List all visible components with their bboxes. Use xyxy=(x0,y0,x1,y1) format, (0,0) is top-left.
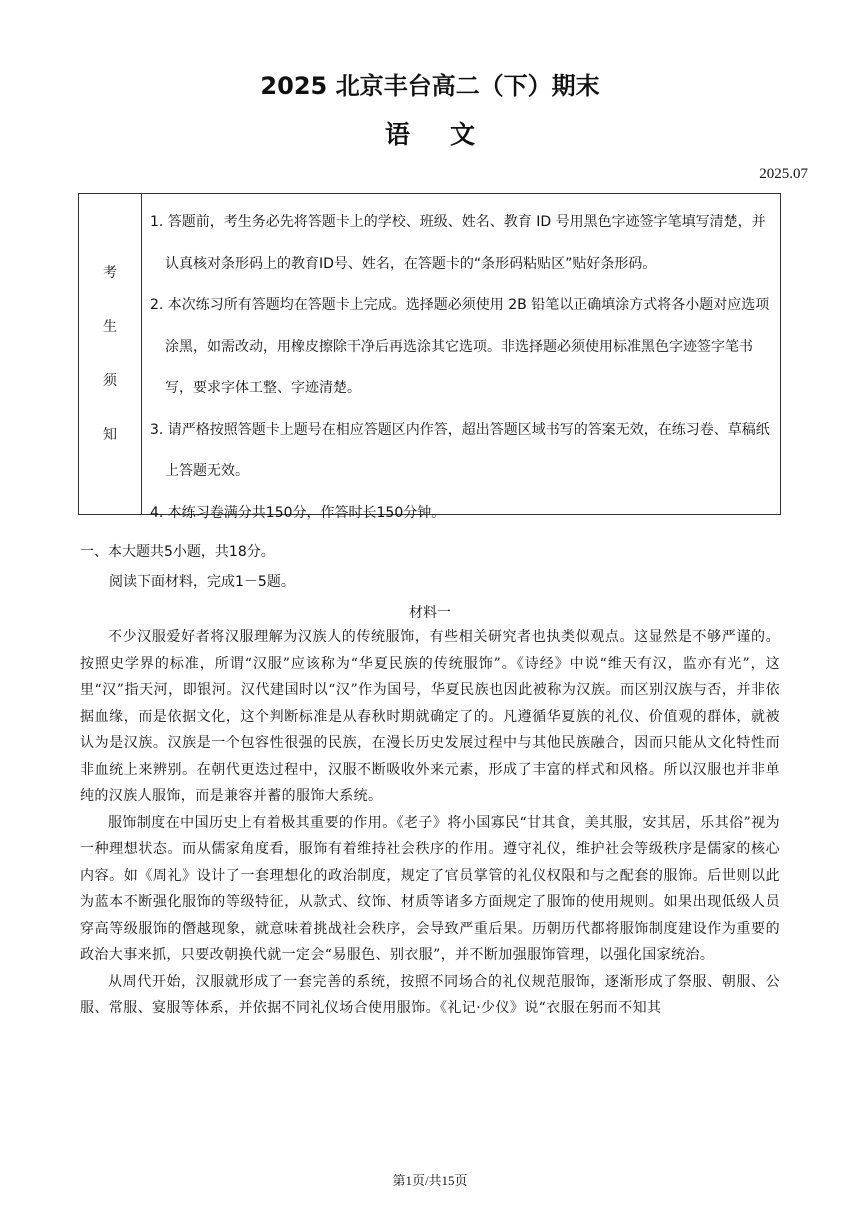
notice-items xyxy=(142,194,780,521)
notice-item: 2. 本次练习所有答题均在答题卡上完成。选择题必须使用 2B 铅笔以正确填涂方式将各小题对应选项涂黑，如需改动，用橡皮擦除干净后再选涂其它选项。非选择题必须使用标准黑色字迹签字笔书写，要求字体工整、字迹清楚。 xyxy=(150,297,770,396)
exam-date: 2025.07 xyxy=(759,166,808,182)
document-title: 2025 北京丰台高二（下）期末 xyxy=(260,72,600,100)
passage-paragraph: 不少汉服爱好者将汉服理解为汉族人的传统服饰，有些相关研究者也执类似观点。这显然是不够严谨的。按照史学界的标准，所谓“汉服”应该称为“华夏民族的传统服饰”。《诗经》中说“维天有汉，监亦有光”，这里“汉”指天河，即银河。汉代建国时以“汉”作为国号，华夏民族也因此被称为汉族。而区别汉族与否，并非依据血缘，而是依据文化，这个判断标准是从春秋时期就确定了的。凡遵循华夏族的礼仪、价值观的群体，就被认为是汉族。汉族是一个包容性很强的民族，在漫长历史发展过程中与其他民族融合，因而只能从文化特性而非血统上来辨别。在朝代更迭过程中，汉服不断吸收外来元素，形成了丰富的样式和风格。所以汉服也并非单纯的汉族人服饰，而是兼容并蓄的服饰大系统。 xyxy=(80,629,780,804)
passage-paragraph: 从周代开始，汉服就形成了一套完善的系统，按照不同场合的礼仪规范服饰，逐渐形成了祭服、朝服、公服、常服、宴服等体系，并依据不同礼仪场合使用服饰。《礼记·少仪》说“衣服在躬而不知其 xyxy=(80,973,780,1016)
reading-instruction: 阅读下面材料，完成1－5题。 xyxy=(109,574,295,590)
notice-label xyxy=(79,194,142,514)
section-heading: 一、本大题共5小题，共18分。 xyxy=(80,544,275,560)
passage-paragraph: 服饰制度在中国历史上有着极其重要的作用。《老子》将小国寡民“甘其食，美其服，安其居，乐其俗”视为一种理想状态。而从儒家角度看，服饰有着维持社会秩序的作用。遵守礼仪，维护社会等级秩序是儒家的核心内容。如《周礼》设计了一套理想化的政治制度，规定了官员掌管的礼仪权限和与之配套的服饰。后世则以此为蓝本不断强化服饰的等级特征，从款式、纹饰、材质等诸多方面规定了服饰的使用规则。如果出现低级人员穿高等级服饰的僭越现象，就意味着挑战社会秩序，会导致严重后果。历朝历代都将服饰制度建设作为重要的政治大事来抓，只要改朝换代就一定会“易服色、别衣服”，并不断加强服饰管理，以强化国家统治。 xyxy=(80,814,780,963)
notice-label-char: 须 xyxy=(103,373,117,389)
notice-label-char: 考 xyxy=(103,265,117,281)
reading-passage xyxy=(80,624,780,1022)
material-title: 材料一 xyxy=(409,605,451,621)
notice-label-char: 知 xyxy=(103,427,117,443)
notice-item: 1. 答题前，考生务必先将答题卡上的学校、班级、姓名、教育 ID 号用黑色字迹签字笔填写清楚，并认真核对条形码上的教育ID号、姓名，在答题卡的“条形码粘贴区”贴好条形码。 xyxy=(150,214,766,272)
notice-label-char: 生 xyxy=(103,319,117,335)
notice-item: 4. 本练习卷满分共150分，作答时长150分钟。 xyxy=(150,504,446,521)
page-number: 第1页/共15页 xyxy=(392,1173,468,1188)
subject-title: 语文 xyxy=(384,120,515,149)
notice-item: 3. 请严格按照答题卡上题号在相应答题区内作答，超出答题区域书写的答案无效，在练习卷、草稿纸上答题无效。 xyxy=(150,421,770,479)
candidate-notice-box xyxy=(78,193,781,521)
